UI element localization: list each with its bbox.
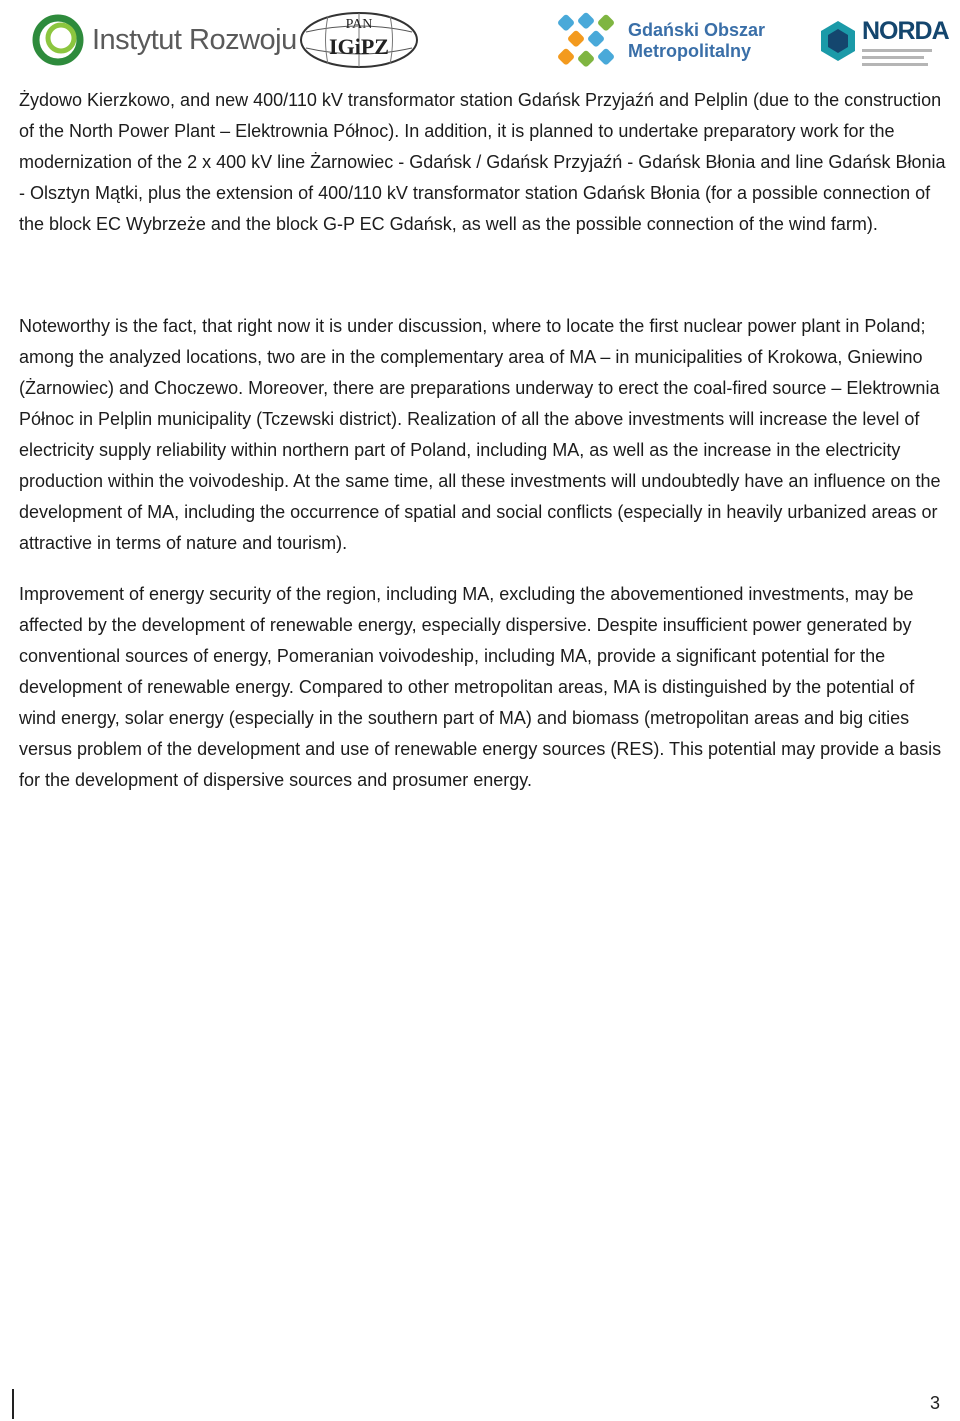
pan-igipz-logo	[298, 10, 420, 70]
metropolitan-cross-icon	[556, 12, 618, 70]
norda-fine-print-2	[862, 56, 924, 59]
paragraph: Żydowo Kierzkowo, and new 400/110 kV transformator station Gdańsk Przyjaźń and Pelplin (due to the construction of the North Power Plant – Elektrownia Północ). In addition, it is planned to undertake preparatory work for the modernization of the 2 x 400 kV line Żarnowiec - Gdańsk / Gdańsk Przyjaźń - Gdańsk Błonia and line Gdańsk Błonia - Olsztyn Mątki, plus the extension of 400/110 kV transformator station Gdańsk Błonia (for a possible connection of the block EC Wybrzeże and the block G-P EC Gdańsk, as well as the possible connection of the wind farm).	[19, 90, 946, 234]
gom-logo-line1: Gdański Obszar	[628, 20, 766, 40]
norda-logo-text: NORDA	[862, 16, 949, 45]
norda-logo	[818, 10, 949, 72]
instytut-rozwoju-ring-icon	[32, 14, 84, 66]
document-body	[19, 85, 954, 796]
page-header	[0, 0, 960, 78]
norda-hexagon-icon	[818, 19, 858, 63]
paragraph: Noteworthy is the fact, that right now it is under discussion, where to locate the first nuclear power plant in Poland; among the analyzed locations, two are in the complementary area of MA – in municipalities of Krokowa, Gniewino (Żarnowiec) and Choczewo. Moreover, there are preparations underway to erect the coal-fired source – Elektrownia Północ in Pelplin municipality (Tczewski district). Realization of all the above investments will increase the level of electricity supply reliability within northern part of Poland, including MA, as well as the increase in the electricity production within the voivodeship. At the same time, all these investments will undoubtedly have an influence on the development of MA, including the occurrence of spatial and social conflicts (especially in heavily urbanized areas or attractive in terms of nature and tourism).	[19, 316, 941, 553]
norda-fine-print-3	[862, 63, 928, 66]
svg-text:IGiPZ: IGiPZ	[329, 34, 389, 59]
instytut-rozwoju-logo-text: Instytut Rozwoju	[92, 23, 297, 56]
gdanski-obszar-metropolitalny-logo	[556, 12, 765, 70]
svg-text:PAN: PAN	[345, 17, 373, 32]
instytut-rozwoju-logo	[32, 12, 297, 68]
gom-logo-line2: Metropolitalny	[628, 41, 752, 61]
pan-igipz-emblem-icon	[298, 10, 420, 70]
paragraph: Improvement of energy security of the region, including MA, excluding the abovementioned investments, may be affected by the development of renewable energy, especially dispersive. Despite insufficient power generated by conventional sources of energy, Pomeranian voivodeship, including MA, provide a significant potential for the development of renewable energy. Compared to other metropolitan areas, MA is distinguished by the potential of wind energy, solar energy (especially in the southern part of MA) and biomass (metropolitan areas and big cities versus problem of the development and use of renewable energy sources (RES). This potential may provide a basis for the development of dispersive sources and prosumer energy.	[19, 584, 942, 790]
margin-change-bar	[12, 1389, 14, 1419]
page-number: 3	[929, 1393, 940, 1413]
norda-fine-print	[862, 49, 932, 52]
